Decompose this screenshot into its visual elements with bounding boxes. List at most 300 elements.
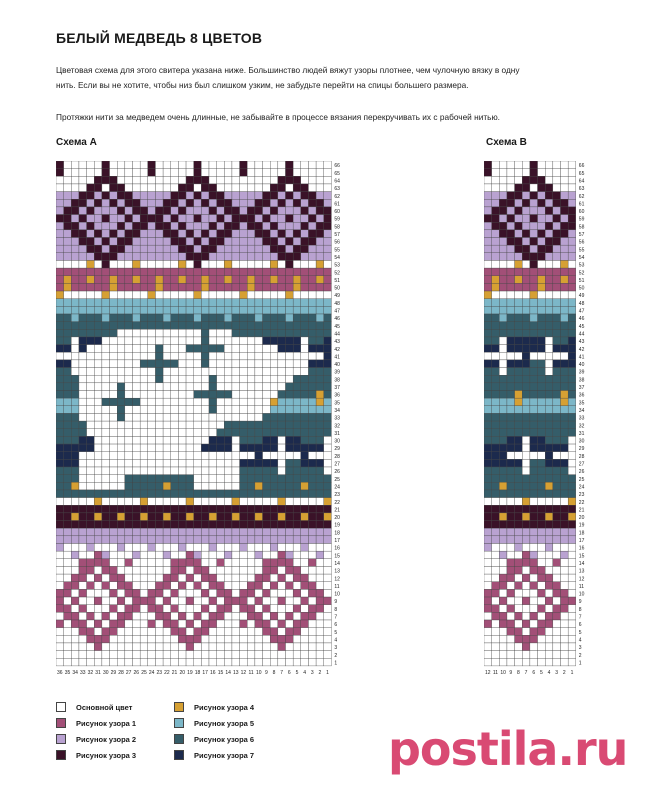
chart-cell xyxy=(545,207,553,215)
chart-cell xyxy=(553,314,561,322)
chart-cell xyxy=(94,605,102,613)
chart-cell xyxy=(110,597,118,605)
chart-cell xyxy=(140,283,148,291)
chart-cell xyxy=(117,360,125,368)
chart-cell xyxy=(209,406,217,414)
chart-cell xyxy=(293,245,301,253)
chart-cell xyxy=(102,582,110,590)
chart-cell xyxy=(94,436,102,444)
chart-cell xyxy=(148,574,156,582)
chart-cell xyxy=(522,230,530,238)
chart-cell xyxy=(110,467,118,475)
chart-cell xyxy=(71,169,79,177)
chart-cell xyxy=(178,283,186,291)
chart-cell xyxy=(155,306,163,314)
chart-cell xyxy=(286,238,294,246)
chart-cell xyxy=(568,452,576,460)
chart-cell xyxy=(201,238,209,246)
chart-cell xyxy=(492,605,500,613)
chart-cell xyxy=(217,283,225,291)
chart-cell xyxy=(308,536,316,544)
chart-cell xyxy=(102,475,110,483)
chart-cell xyxy=(507,490,515,498)
chart-cell xyxy=(561,184,569,192)
chart-cell xyxy=(87,329,95,337)
chart-cell xyxy=(217,528,225,536)
chart-cell xyxy=(125,521,133,529)
chart-cell xyxy=(125,597,133,605)
chart-cell xyxy=(178,605,186,613)
chart-cell xyxy=(171,215,179,223)
chart-cell xyxy=(224,245,232,253)
chart-cell xyxy=(484,238,492,246)
chart-cell xyxy=(522,391,530,399)
chart-cell xyxy=(117,268,125,276)
chart-cell xyxy=(545,291,553,299)
chart-cell xyxy=(133,406,141,414)
chart-cell xyxy=(316,628,324,636)
chart-cell xyxy=(186,368,194,376)
chart-cell xyxy=(499,192,507,200)
chart-cell xyxy=(71,222,79,230)
chart-cell xyxy=(568,505,576,513)
chart-cell xyxy=(102,322,110,330)
chart-cell xyxy=(163,383,171,391)
chart-cell xyxy=(171,521,179,529)
chart-cell xyxy=(79,375,87,383)
chart-cell xyxy=(117,628,125,636)
chart-cell xyxy=(515,368,523,376)
chart-cell xyxy=(94,566,102,574)
chart-cell xyxy=(87,628,95,636)
chart-cell xyxy=(545,306,553,314)
chart-cell xyxy=(155,276,163,284)
chart-cell xyxy=(263,544,271,552)
chart-cell xyxy=(308,192,316,200)
chart-cell xyxy=(308,612,316,620)
chart-cell xyxy=(255,452,263,460)
chart-cell xyxy=(87,436,95,444)
chart-cell xyxy=(538,245,546,253)
chart-cell xyxy=(87,467,95,475)
chart-cell xyxy=(301,260,309,268)
chart-cell xyxy=(301,421,309,429)
chart-cell xyxy=(561,276,569,284)
row-number-label: 51 xyxy=(578,277,585,284)
chart-cell xyxy=(545,413,553,421)
chart-cell xyxy=(87,498,95,506)
chart-cell xyxy=(110,605,118,613)
chart-cell xyxy=(507,559,515,567)
chart-cell xyxy=(316,176,324,184)
chart-cell xyxy=(499,345,507,353)
chart-cell xyxy=(232,490,240,498)
chart-cell xyxy=(530,658,538,666)
chart-cell xyxy=(270,429,278,437)
chart-cell xyxy=(178,291,186,299)
chart-cell xyxy=(117,544,125,552)
row-number-label: 12 xyxy=(334,576,340,583)
chart-cell xyxy=(125,605,133,613)
chart-cell xyxy=(247,184,255,192)
chart-cell xyxy=(140,352,148,360)
chart-cell xyxy=(324,345,332,353)
chart-cell xyxy=(308,436,316,444)
chart-cell xyxy=(240,345,248,353)
chart-cell xyxy=(324,391,332,399)
chart-cell xyxy=(87,283,95,291)
chart-cell xyxy=(568,314,576,322)
chart-cell xyxy=(171,475,179,483)
chart-cell xyxy=(515,444,523,452)
chart-cell xyxy=(308,521,316,529)
chart-cell xyxy=(263,589,271,597)
chart-cell xyxy=(255,482,263,490)
chart-cell xyxy=(301,559,309,567)
chart-cell xyxy=(484,544,492,552)
chart-cell xyxy=(247,498,255,506)
chart-cell xyxy=(232,436,240,444)
chart-cell xyxy=(171,192,179,200)
chart-cell xyxy=(286,352,294,360)
chart-cell xyxy=(117,245,125,253)
chart-cell xyxy=(308,345,316,353)
chart-cell xyxy=(186,375,194,383)
chart-cell xyxy=(117,192,125,200)
chart-cell xyxy=(568,498,576,506)
chart-cell xyxy=(499,566,507,574)
chart-cell xyxy=(217,658,225,666)
chart-cell xyxy=(64,444,72,452)
chart-cell xyxy=(56,544,64,552)
chart-cell xyxy=(125,299,133,307)
chart-cell xyxy=(538,238,546,246)
row-number-label: 55 xyxy=(578,247,585,254)
chart-cell xyxy=(286,643,294,651)
chart-cell xyxy=(515,521,523,529)
column-number-label: 28 xyxy=(118,669,124,676)
chart-cell xyxy=(530,628,538,636)
chart-cell xyxy=(87,345,95,353)
chart-cell xyxy=(240,306,248,314)
chart-cell xyxy=(64,528,72,536)
chart-cell xyxy=(568,352,576,360)
chart-cell xyxy=(110,184,118,192)
chart-cell xyxy=(492,475,500,483)
chart-cell xyxy=(94,429,102,437)
chart-cell xyxy=(56,505,64,513)
chart-cell xyxy=(293,398,301,406)
chart-cell xyxy=(484,314,492,322)
chart-cell xyxy=(270,276,278,284)
chart-cell xyxy=(522,436,530,444)
chart-cell xyxy=(171,169,179,177)
chart-cell xyxy=(484,222,492,230)
chart-cell xyxy=(201,490,209,498)
chart-cell xyxy=(94,176,102,184)
chart-cell xyxy=(125,291,133,299)
chart-cell xyxy=(71,299,79,307)
chart-cell xyxy=(163,245,171,253)
chart-cell xyxy=(545,368,553,376)
chart-cell xyxy=(255,658,263,666)
chart-cell xyxy=(110,322,118,330)
chart-cell xyxy=(155,199,163,207)
chart-cell xyxy=(499,528,507,536)
chart-cell xyxy=(507,337,515,345)
chart-cell xyxy=(209,161,217,169)
chart-cell xyxy=(568,199,576,207)
chart-cell xyxy=(232,612,240,620)
chart-cell xyxy=(87,589,95,597)
chart-cell xyxy=(71,276,79,284)
chart-cell xyxy=(530,452,538,460)
chart-cell xyxy=(140,406,148,414)
chart-cell xyxy=(324,368,332,376)
chart-cell xyxy=(301,429,309,437)
chart-cell xyxy=(293,528,301,536)
chart-cell xyxy=(171,268,179,276)
chart-cell xyxy=(155,429,163,437)
chart-cell xyxy=(530,283,538,291)
chart-cell xyxy=(133,283,141,291)
chart-cell xyxy=(553,398,561,406)
chart-cell xyxy=(148,169,156,177)
chart-cell xyxy=(140,513,148,521)
chart-cell xyxy=(64,436,72,444)
chart-cell xyxy=(232,482,240,490)
chart-cell xyxy=(110,199,118,207)
row-number-label: 43 xyxy=(578,339,585,346)
chart-cell xyxy=(163,314,171,322)
chart-cell xyxy=(148,161,156,169)
row-number-label: 19 xyxy=(334,522,340,529)
row-number-label: 32 xyxy=(578,423,585,430)
legend-swatch-2 xyxy=(56,734,66,744)
chart-cell xyxy=(278,398,286,406)
chart-cell xyxy=(545,559,553,567)
chart-cell xyxy=(171,528,179,536)
chart-cell xyxy=(507,620,515,628)
chart-cell xyxy=(64,490,72,498)
chart-cell xyxy=(484,345,492,353)
chart-cell xyxy=(79,291,87,299)
chart-cell xyxy=(148,345,156,353)
chart-cell xyxy=(140,559,148,567)
chart-cell xyxy=(224,582,232,590)
chart-cell xyxy=(522,513,530,521)
chart-cell xyxy=(155,498,163,506)
chart-cell xyxy=(278,169,286,177)
chart-cell xyxy=(178,498,186,506)
chart-cell xyxy=(110,306,118,314)
chart-cell xyxy=(270,490,278,498)
column-number-label: 4 xyxy=(547,669,551,676)
chart-cell xyxy=(140,368,148,376)
chart-cell xyxy=(217,482,225,490)
chart-cell xyxy=(522,329,530,337)
chart-cell xyxy=(224,345,232,353)
chart-cell xyxy=(507,375,515,383)
chart-cell xyxy=(507,276,515,284)
chart-cell xyxy=(194,238,202,246)
chart-cell xyxy=(79,490,87,498)
legend-swatch-4 xyxy=(174,702,184,712)
chart-cell xyxy=(247,176,255,184)
chart-cell xyxy=(117,482,125,490)
chart-cell xyxy=(178,192,186,200)
chart-cell xyxy=(56,352,64,360)
chart-cell xyxy=(155,444,163,452)
chart-cell xyxy=(263,620,271,628)
chart-cell xyxy=(316,345,324,353)
chart-cell xyxy=(255,398,263,406)
chart-cell xyxy=(522,368,530,376)
chart-cell xyxy=(110,651,118,659)
chart-cell xyxy=(553,582,561,590)
chart-cell xyxy=(117,513,125,521)
chart-b-grid xyxy=(484,161,630,683)
legend-label-3: Рисунок узора 3 xyxy=(76,750,137,760)
chart-cell xyxy=(530,559,538,567)
chart-cell xyxy=(224,322,232,330)
chart-cell xyxy=(125,352,133,360)
chart-cell xyxy=(522,253,530,261)
chart-cell xyxy=(561,161,569,169)
chart-cell xyxy=(79,161,87,169)
chart-cell xyxy=(133,651,141,659)
chart-cell xyxy=(79,245,87,253)
chart-cell xyxy=(293,352,301,360)
chart-cell xyxy=(492,184,500,192)
chart-cell xyxy=(224,238,232,246)
chart-cell xyxy=(515,375,523,383)
chart-cell xyxy=(278,391,286,399)
chart-cell xyxy=(561,322,569,330)
chart-cell xyxy=(194,383,202,391)
chart-cell xyxy=(79,345,87,353)
chart-cell xyxy=(87,551,95,559)
row-number-label: 58 xyxy=(578,224,585,231)
chart-cell xyxy=(201,528,209,536)
chart-cell xyxy=(232,551,240,559)
chart-cell xyxy=(255,612,263,620)
chart-cell xyxy=(561,429,569,437)
chart-cell xyxy=(270,322,278,330)
chart-cell xyxy=(499,368,507,376)
chart-cell xyxy=(522,192,530,200)
chart-cell xyxy=(308,452,316,460)
chart-cell xyxy=(217,620,225,628)
chart-cell xyxy=(286,329,294,337)
chart-cell xyxy=(209,452,217,460)
chart-cell xyxy=(94,635,102,643)
chart-cell xyxy=(117,429,125,437)
chart-cell xyxy=(568,582,576,590)
chart-cell xyxy=(507,413,515,421)
chart-cell xyxy=(530,521,538,529)
chart-cell xyxy=(125,368,133,376)
chart-cell xyxy=(530,391,538,399)
chart-cell xyxy=(87,505,95,513)
chart-cell xyxy=(140,658,148,666)
chart-cell xyxy=(324,413,332,421)
chart-cell xyxy=(163,482,171,490)
chart-cell xyxy=(155,421,163,429)
chart-cell xyxy=(201,651,209,659)
chart-cell xyxy=(484,513,492,521)
chart-cell xyxy=(515,238,523,246)
chart-cell xyxy=(561,421,569,429)
chart-cell xyxy=(568,459,576,467)
chart-cell xyxy=(194,444,202,452)
chart-cell xyxy=(301,513,309,521)
chart-cell xyxy=(484,635,492,643)
chart-cell xyxy=(79,184,87,192)
chart-cell xyxy=(133,658,141,666)
chart-cell xyxy=(178,368,186,376)
chart-cell xyxy=(286,444,294,452)
chart-cell xyxy=(125,322,133,330)
chart-cell xyxy=(224,490,232,498)
chart-cell xyxy=(484,429,492,437)
chart-cell xyxy=(71,574,79,582)
chart-cell xyxy=(232,176,240,184)
chart-cell xyxy=(270,582,278,590)
chart-cell xyxy=(293,490,301,498)
chart-cell xyxy=(484,467,492,475)
chart-cell xyxy=(64,368,72,376)
chart-cell xyxy=(255,245,263,253)
chart-cell xyxy=(522,521,530,529)
row-number-label: 36 xyxy=(334,392,340,399)
chart-cell xyxy=(56,605,64,613)
chart-cell xyxy=(133,322,141,330)
chart-cell xyxy=(316,245,324,253)
chart-cell xyxy=(286,306,294,314)
chart-cell xyxy=(56,299,64,307)
chart-cell xyxy=(125,628,133,636)
row-number-label: 63 xyxy=(578,186,585,193)
chart-cell xyxy=(484,643,492,651)
chart-cell xyxy=(308,161,316,169)
chart-cell xyxy=(102,207,110,215)
chart-cell xyxy=(270,184,278,192)
chart-cell xyxy=(530,314,538,322)
chart-cell xyxy=(530,513,538,521)
chart-cell xyxy=(530,176,538,184)
chart-cell xyxy=(270,375,278,383)
chart-cell xyxy=(301,253,309,261)
chart-cell xyxy=(561,528,569,536)
chart-cell xyxy=(568,605,576,613)
chart-cell xyxy=(316,406,324,414)
chart-cell xyxy=(492,612,500,620)
chart-cell xyxy=(499,658,507,666)
chart-cell xyxy=(125,176,133,184)
chart-cell xyxy=(561,413,569,421)
chart-cell xyxy=(484,192,492,200)
chart-cell xyxy=(316,230,324,238)
chart-cell xyxy=(293,230,301,238)
chart-cell xyxy=(178,612,186,620)
chart-cell xyxy=(64,169,72,177)
chart-cell xyxy=(201,498,209,506)
chart-cell xyxy=(324,528,332,536)
chart-cell xyxy=(568,651,576,659)
chart-cell xyxy=(155,222,163,230)
chart-cell xyxy=(201,459,209,467)
